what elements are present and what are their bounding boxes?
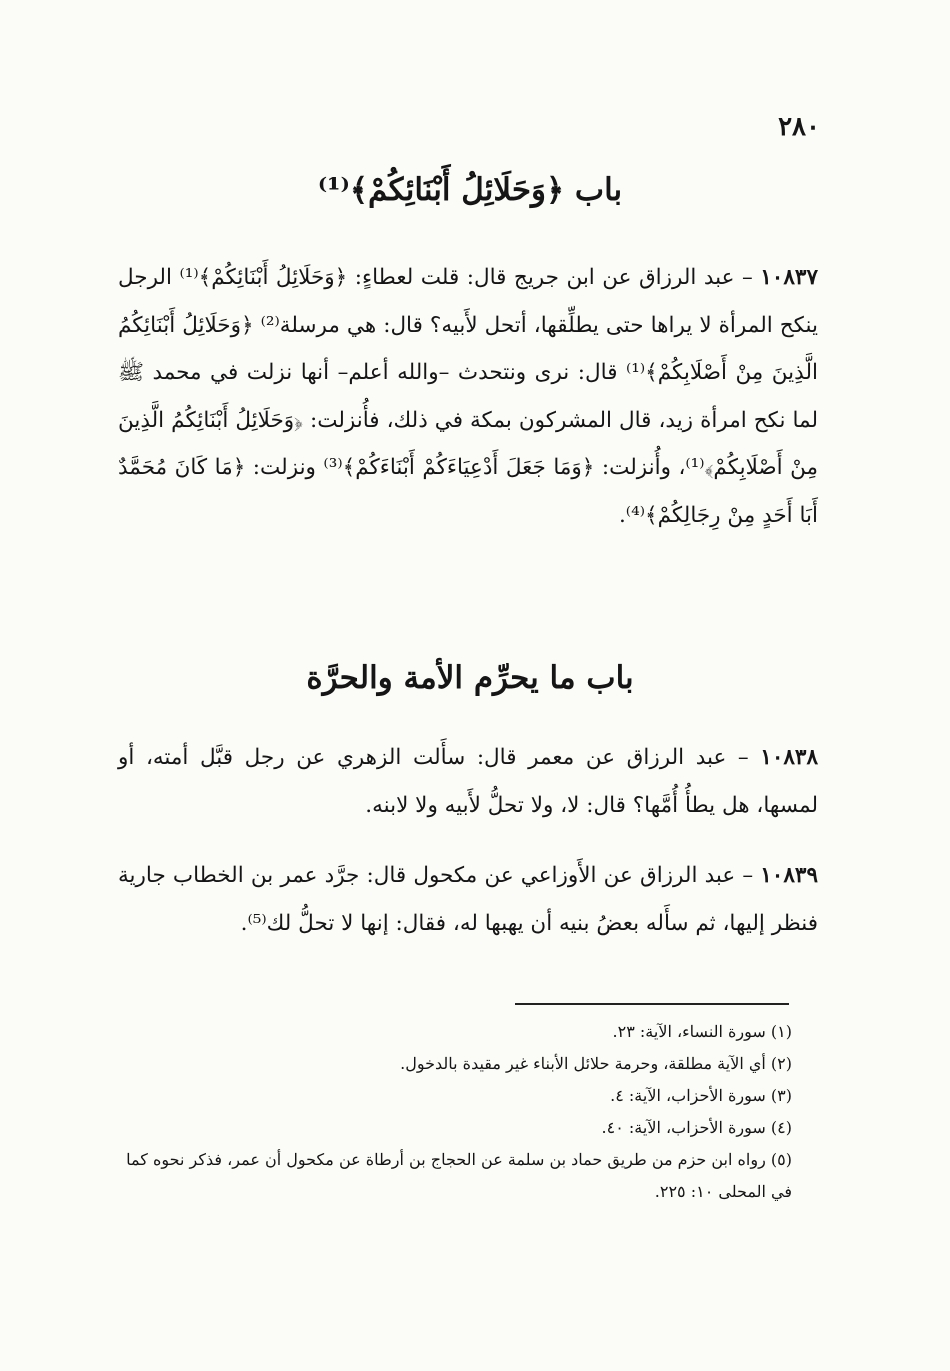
hadith-entry-10838 <box>118 734 818 829</box>
chapter-heading-halail: باب ﴿وَحَلَائِلُ أَبْنَائِكُمْ﴾⁽¹⁾ <box>317 172 623 208</box>
footnote-5: (٥) رواه ابن حزم من طريق حماد بن سلمة عن الحجاج بن أرطاة عن مكحول أن عمر، فذكر نحوه كما في المحلى ١٠: ٢٢٥. <box>126 1150 792 1201</box>
hadith-entry-10839 <box>118 852 818 947</box>
hadith-text: – عبد الرزاق عن ابن جريج قال: قلت لعطاءٍ: ﴿وَحَلَائِلُ أَبْنَائِكُمْ﴾⁽¹⁾ الرجل ينكح المرأة لا يراها حتى يطلِّقها، أتحل لأَبيه؟ قال: هي مرسلة⁽²⁾ ﴿وَحَلَائِلُ أَبْنَائِكُمُ الَّذِينَ مِنْ أَصْلَابِكُمْ﴾⁽¹⁾ قال: نرى ونتحدث –والله أعلم– أنها نزلت في محمد ﷺ لما نكح امرأة زيد، قال المشركون بمكة في ذلك، فأُنزلت: ﴿وَحَلَائِلُ أَبْنَائِكُمُ الَّذِينَ مِنْ أَصْلَابِكُمْ﴾⁽¹⁾، وأُنزلت: ﴿وَمَا جَعَلَ أَدْعِيَاءَكُمْ أَبْنَاءَكُمْ﴾⁽³⁾ ونزلت: ﴿مَا كَانَ مُحَمَّدٌ أَبَا أَحَدٍ مِنْ رِجَالِكُمْ﴾⁽⁴⁾. <box>118 265 819 528</box>
footnote-2: (٢) أي الآية مطلقة، وحرمة حلائل الأبناء غير مقيدة بالدخول. <box>400 1054 792 1073</box>
page-number: ٢٨٠ <box>778 112 820 142</box>
hadith-text: – عبد الرزاق عن الأَوزاعي عن مكحول قال: جرَّد عمر بن الخطاب جارية فنظر إليها، ثم سأَله بعضُ بنيه أن يهبها له، فقال: إنها لا تحلُّ لك⁽⁵⁾. <box>118 863 818 936</box>
hadith-number: ١٠٨٣٩ <box>760 863 818 888</box>
hadith-number: ١٠٨٣٨ <box>760 745 819 770</box>
footnotes <box>112 1016 792 1208</box>
hadith-text: – عبد الرزاق عن معمر قال: سأَلت الزهري عن رجل قبَّل أمته، أو لمسها، هل يطأُ أُمَّها؟ قال: لا، ولا تحلُّ لأَبيه ولا لابنه. <box>118 745 818 818</box>
hadith-number: ١٠٨٣٧ <box>760 265 818 290</box>
footnote-1: (١) سورة النساء، الآية: ٢٣. <box>612 1022 792 1041</box>
footnote-separator <box>515 1003 789 1005</box>
hadith-entry-10837 <box>118 254 818 539</box>
footnote-4: (٤) سورة الأحزاب، الآية: ٤٠. <box>601 1118 792 1137</box>
chapter-heading-amah-hurrah: باب ما يحرِّم الأمة والحرَّة <box>306 660 634 696</box>
footnote-3: (٣) سورة الأحزاب، الآية: ٤. <box>610 1086 792 1105</box>
